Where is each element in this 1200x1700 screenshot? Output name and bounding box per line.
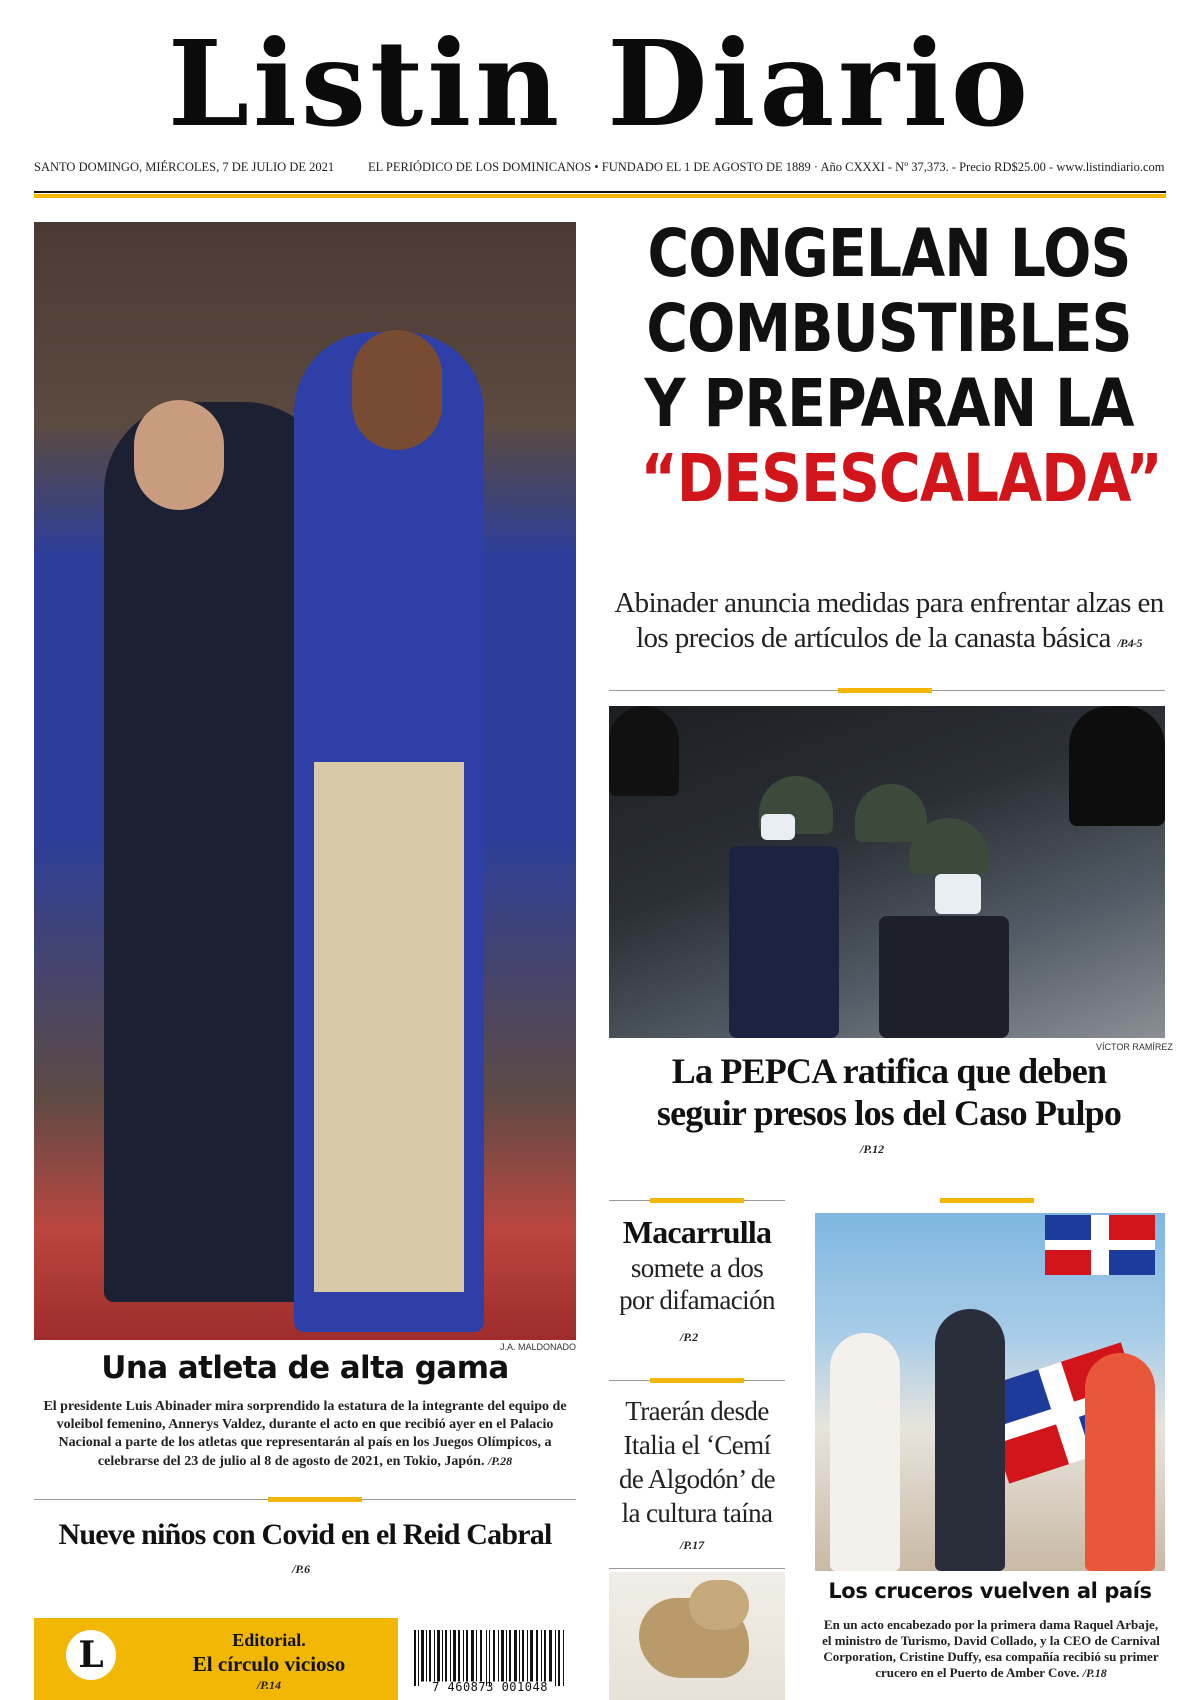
- macarrulla-subhead: [609, 1252, 785, 1316]
- athlete-photo-credit: J.A. MALDONADO: [500, 1342, 577, 1352]
- lead-headline-line-3: Y PREPARAN LA: [644, 365, 1134, 442]
- gold-tab: [650, 1198, 744, 1203]
- lead-headline[interactable]: [640, 215, 1162, 517]
- editorial-title: El círculo vicioso: [192, 1652, 346, 1676]
- pepca-page-ref[interactable]: /P.12: [860, 1142, 885, 1156]
- lead-headline-red: “DESESCALADA”: [640, 440, 1162, 517]
- dateline-info: EL PERIÓDICO DE LOS DOMINICANOS • FUNDADO EL 1 DE AGOSTO DE 1889 · Año CXXXI - Nº 37,373. - Precio RD$25.00 - www.listindiario.com: [368, 160, 1165, 174]
- cemi-line-2: Italia el ‘Cemí: [623, 1430, 771, 1460]
- pepca-photo-credit: VÍCTOR RAMÍREZ: [1096, 1042, 1173, 1052]
- photo-head-president: [134, 400, 224, 510]
- gold-tab: [650, 1378, 744, 1383]
- editorial-box[interactable]: [34, 1618, 398, 1700]
- pepca-headline-line-1: La PEPCA ratifica que deben: [671, 1051, 1107, 1091]
- lead-deck-line-2: los precios de artículos de la canasta básica: [636, 622, 1111, 654]
- macarrulla-page-ref[interactable]: /P.2: [680, 1330, 699, 1344]
- dateline-date: SANTO DOMINGO, MIÉRCOLES, 7 DE JULIO DE 2021: [34, 160, 335, 174]
- masthead-rule: [34, 191, 1166, 193]
- gold-tab: [268, 1497, 362, 1502]
- ninos-headline[interactable]: Nueve niños con Covid en el Reid Cabral: [58, 1518, 552, 1551]
- pepca-photo[interactable]: [609, 706, 1165, 1038]
- pepca-headline-line-2: seguir presos los del Caso Pulpo: [656, 1093, 1122, 1133]
- photo-small-flag: [1045, 1215, 1155, 1275]
- cruceros-caption: [820, 1617, 1162, 1681]
- editorial-label: Editorial.: [232, 1630, 306, 1650]
- macarrulla-sub-line-1: somete a dos: [630, 1253, 764, 1283]
- photo-vest-1: [729, 846, 839, 1038]
- cemi-headline[interactable]: [609, 1394, 785, 1530]
- cruceros-page-ref[interactable]: /P.18: [1082, 1666, 1107, 1680]
- barcode-number: 7 460873 001048: [432, 1680, 548, 1694]
- photo-person-right: [1085, 1353, 1155, 1571]
- athlete-photo[interactable]: [34, 222, 576, 1340]
- photo-mask-1: [761, 814, 795, 840]
- photo-figure-athlete-legs: [314, 762, 464, 1292]
- section-divider: [609, 1568, 785, 1569]
- athlete-caption-text: El presidente Luis Abinader mira sorprendido la estatura de la integrante del equipo de voleibol femenino, Annerys Valdez, durante el acto en que recibió ayer en el Palacio Nacional a parte de los atletas que representarán al país en los Juegos Olímpicos, a celebrarse del 23 de julio al 8 de agosto de 2021, en Tokio, Japón.: [43, 1399, 567, 1469]
- photo-agent-left: [609, 706, 679, 796]
- editorial-page-ref[interactable]: /P.14: [256, 1678, 282, 1692]
- lead-deck: [606, 586, 1172, 661]
- barcode-icon: [410, 1630, 570, 1686]
- athlete-headline[interactable]: Una atleta de alta gama: [101, 1350, 509, 1386]
- photo-cemi-head: [689, 1580, 749, 1630]
- cruceros-caption-text: En un acto encabezado por la primera dama Raquel Arbaje, el ministro de Turismo, David Collado, y la CEO de Carnival Corporation, Cristine Duffy, esa compañía recibió su primer crucero en el Puerto de Amber Cove.: [822, 1617, 1160, 1680]
- cemi-line-1: Traerán desde: [625, 1396, 769, 1426]
- photo-vest-2: [879, 916, 1009, 1038]
- lead-headline-line-1: CONGELAN LOS: [647, 215, 1131, 292]
- cemi-line-3: de Algodón’ de: [618, 1464, 776, 1494]
- lead-page-ref[interactable]: /P.4-5: [1117, 636, 1142, 650]
- pepca-headline[interactable]: [606, 1050, 1172, 1134]
- masthead: [0, 14, 1200, 154]
- photo-person-center: [935, 1309, 1005, 1571]
- gold-tab: [940, 1198, 1034, 1203]
- gold-tab: [838, 688, 932, 693]
- cruceros-photo[interactable]: [815, 1213, 1165, 1571]
- macarrulla-sub-line-2: por difamación: [619, 1285, 775, 1315]
- photo-agent-right: [1069, 706, 1165, 826]
- athlete-page-ref[interactable]: /P.28: [487, 1454, 513, 1468]
- athlete-caption: [40, 1398, 570, 1471]
- photo-mask-3: [935, 874, 981, 914]
- masthead-gold-rule: [34, 194, 1166, 198]
- listin-logo-icon: L: [66, 1630, 116, 1680]
- newspaper-logo[interactable]: Listin Diario: [167, 14, 1033, 153]
- photo-head-athlete: [352, 330, 442, 450]
- cemi-page-ref[interactable]: /P.17: [680, 1538, 705, 1552]
- photo-person-left: [830, 1333, 900, 1571]
- ninos-page-ref[interactable]: /P.6: [292, 1562, 311, 1576]
- cruceros-headline[interactable]: Los cruceros vuelven al país: [828, 1579, 1152, 1603]
- lead-deck-line-1: Abinader anuncia medidas para enfrentar alzas en: [614, 587, 1164, 619]
- cemi-line-4: la cultura taína: [621, 1498, 773, 1528]
- macarrulla-headline[interactable]: Macarrulla: [622, 1214, 772, 1250]
- lead-headline-line-2: COMBUSTIBLES: [646, 290, 1132, 367]
- cemi-photo[interactable]: [609, 1572, 785, 1700]
